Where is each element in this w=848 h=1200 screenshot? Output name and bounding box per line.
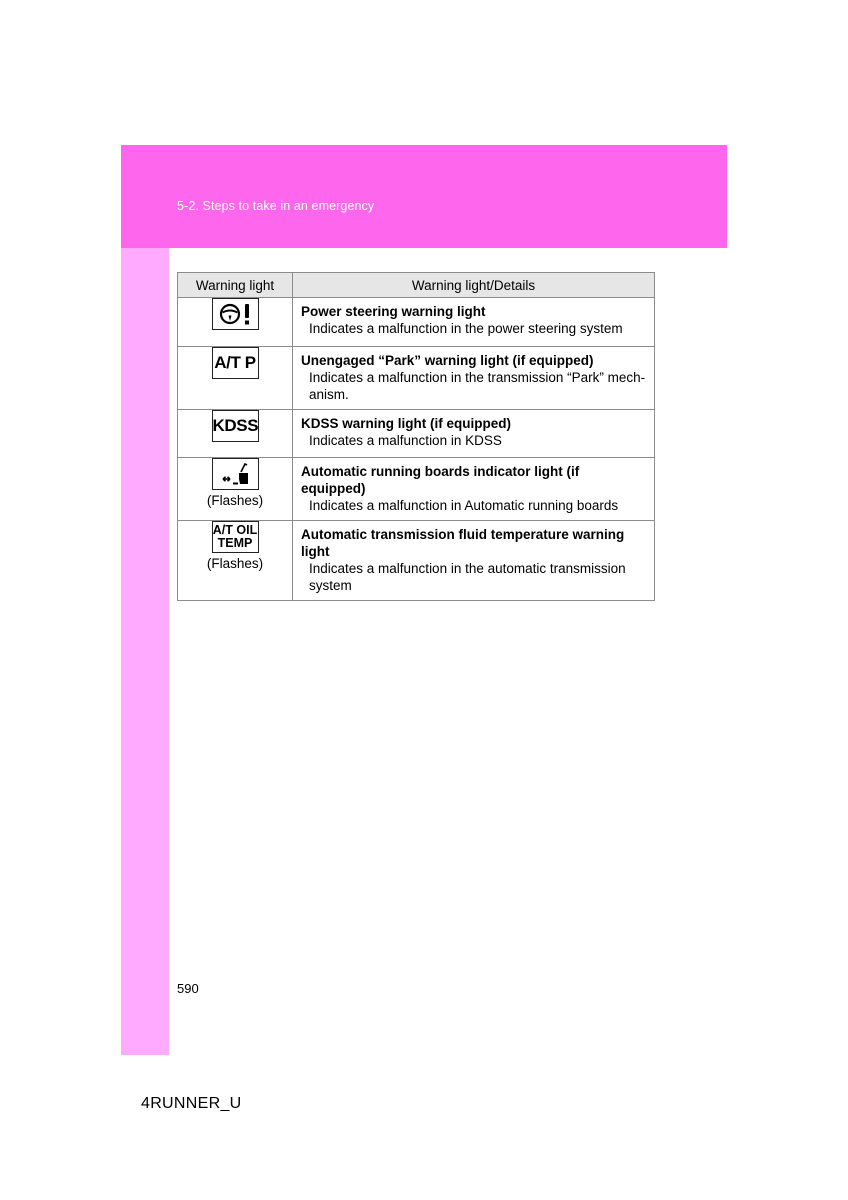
section-title: 5-2. Steps to take in an emergency: [177, 199, 375, 213]
icon-cell: [178, 298, 293, 347]
warning-title-line1: Automatic running boards indicator light (if: [301, 464, 580, 479]
lamp-text-line2: TEMP: [217, 536, 253, 550]
icon-cell: [178, 347, 293, 410]
flashes-note: (Flashes): [206, 556, 264, 571]
warning-details: Indicates a malfunction in Automatic running boards: [309, 498, 619, 513]
section-header-band: [121, 145, 727, 248]
warning-details-line1: Indicates a malfunction in the automatic transmission: [309, 561, 626, 576]
warning-details: Indicates a malfunction in the power steering system: [309, 321, 623, 336]
table-row: [178, 347, 655, 410]
column-header-details: Warning light/Details: [293, 273, 655, 298]
detail-cell: [293, 521, 655, 601]
power-steering-warning-icon: [212, 298, 259, 330]
warning-light-table: [177, 272, 655, 601]
detail-cell: [293, 458, 655, 521]
table-header-row: [178, 273, 655, 298]
table-row: [178, 458, 655, 521]
running-boards-indicator-icon: [212, 458, 259, 490]
warning-title: Unengaged “Park” warning light (if equipped): [301, 353, 594, 368]
at-oil-temp-warning-icon: [212, 521, 259, 553]
warning-title-line2: equipped): [301, 481, 366, 496]
flashes-note: (Flashes): [206, 493, 264, 508]
icon-cell: [178, 521, 293, 601]
column-header-warning-light: Warning light: [178, 273, 293, 298]
detail-cell: [293, 298, 655, 347]
footer-model-code: 4RUNNER_U: [141, 1095, 242, 1112]
warning-details: Indicates a malfunction in KDSS: [309, 433, 502, 448]
warning-title-line2: light: [301, 544, 330, 559]
table-row: [178, 410, 655, 458]
warning-details-line2: anism.: [309, 387, 349, 402]
icon-cell: [178, 458, 293, 521]
detail-cell: [293, 347, 655, 410]
park-warning-icon: A/T P: [212, 347, 259, 379]
kdss-warning-icon: KDSS: [212, 410, 259, 442]
warning-title: KDSS warning light (if equipped): [301, 416, 511, 431]
detail-cell: [293, 410, 655, 458]
table-row: [178, 521, 655, 601]
lamp-text-line1: A/T OIL: [212, 523, 258, 537]
warning-title-line1: Automatic transmission fluid temperature warning: [301, 527, 625, 542]
page-number: 590: [177, 981, 199, 996]
warning-title: Power steering warning light: [301, 304, 486, 319]
warning-details-line1: Indicates a malfunction in the transmission “Park” mech-: [309, 370, 646, 385]
warning-details-line2: system: [309, 578, 352, 593]
side-margin-strip: [121, 145, 169, 1055]
icon-cell: [178, 410, 293, 458]
table-row: [178, 298, 655, 347]
